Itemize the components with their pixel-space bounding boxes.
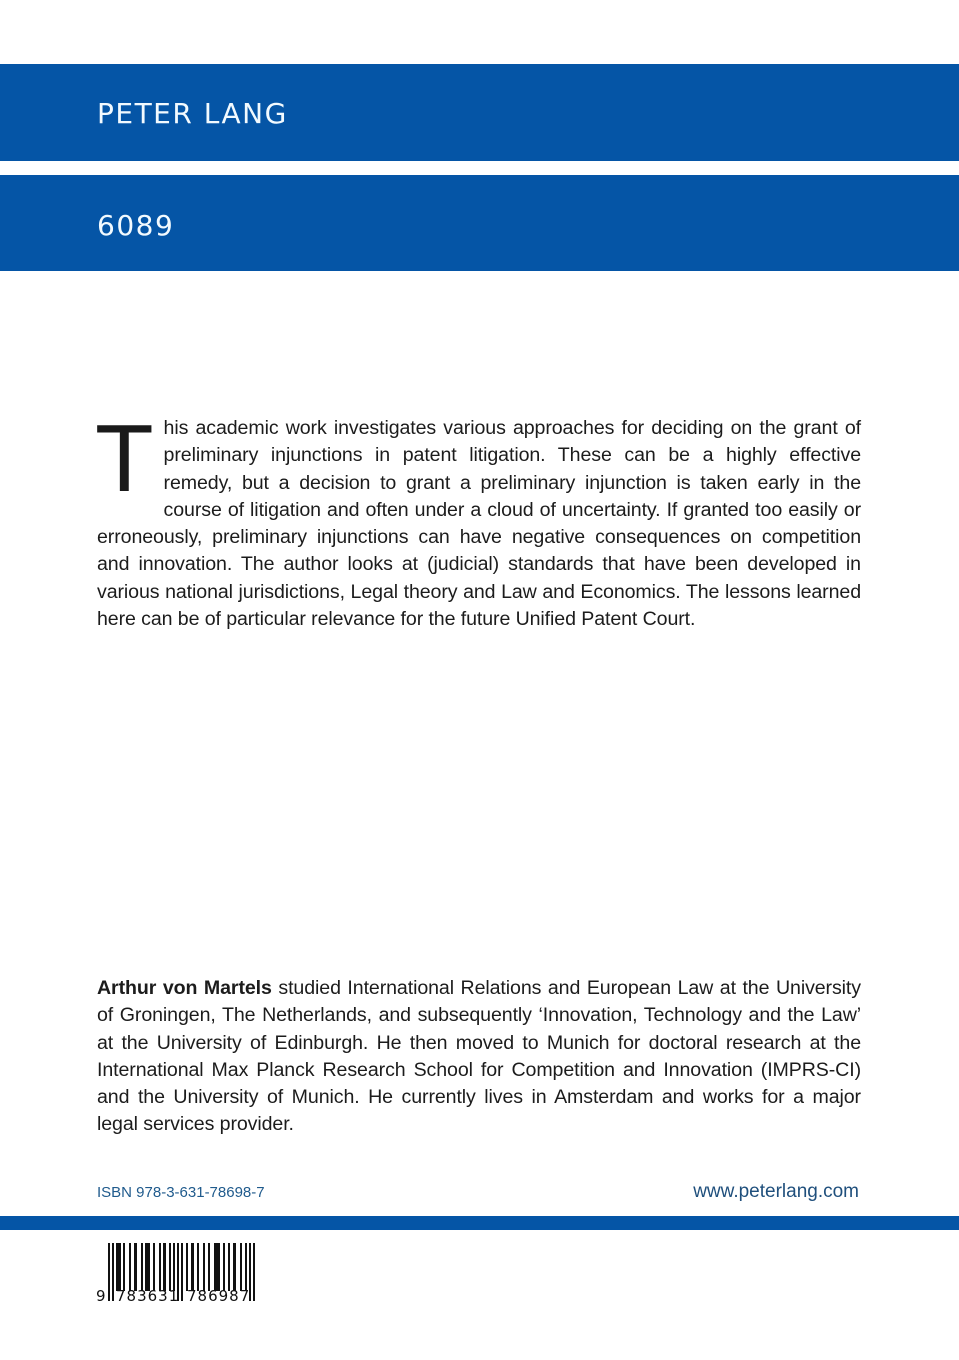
barcode-lead-digit: 9 (96, 1287, 106, 1305)
publisher-name: PETER LANG (97, 97, 288, 130)
series-band (0, 175, 959, 271)
publisher-band (0, 64, 959, 161)
series-number: 6089 (97, 209, 175, 242)
website-link[interactable]: www.peterlang.com (693, 1181, 859, 1202)
author-bio (97, 975, 861, 1139)
book-blurb (95, 405, 861, 633)
isbn: ISBN 978-3-631-78698-7 (97, 1184, 265, 1201)
author-name: Arthur von Martels (97, 977, 272, 999)
blurb-text: his academic work investigates various approaches for deciding on the grant of preliminary injunctions in patent litigation. These can be a highly effective remedy, but a decision to grant a preliminary injunction is taken early in the course of litigation and often under a cloud of uncertainty. If granted too easily or erroneously, preliminary injunctions can have negative consequences on competition and innovation. The author looks at (judicial) standards that have been developed in various national jurisdictions, Legal theory and Law and Economics. The lessons learned here can be of particular relevance for the future Unified Patent Court. (97, 417, 861, 631)
barcode-group-1: 783631 (116, 1287, 180, 1305)
drop-cap: T (95, 405, 154, 512)
author-bio-text: studied International Relations and European Law at the University of Groningen, The Netherlands, and subsequently ‘Innovation, Technology and the Law’ at the University of Edinburgh. He then moved to Munich for doctoral research at the International Max Planck Research School for Competition and Innovation (IMPRS-CI) and the University of Munich. He currently lives in Amsterdam and works for a major legal services provider. (97, 977, 861, 1136)
barcode-group-2: 786987 (187, 1287, 251, 1305)
barcode-digits (96, 1287, 296, 1309)
bottom-bar (0, 1216, 959, 1230)
